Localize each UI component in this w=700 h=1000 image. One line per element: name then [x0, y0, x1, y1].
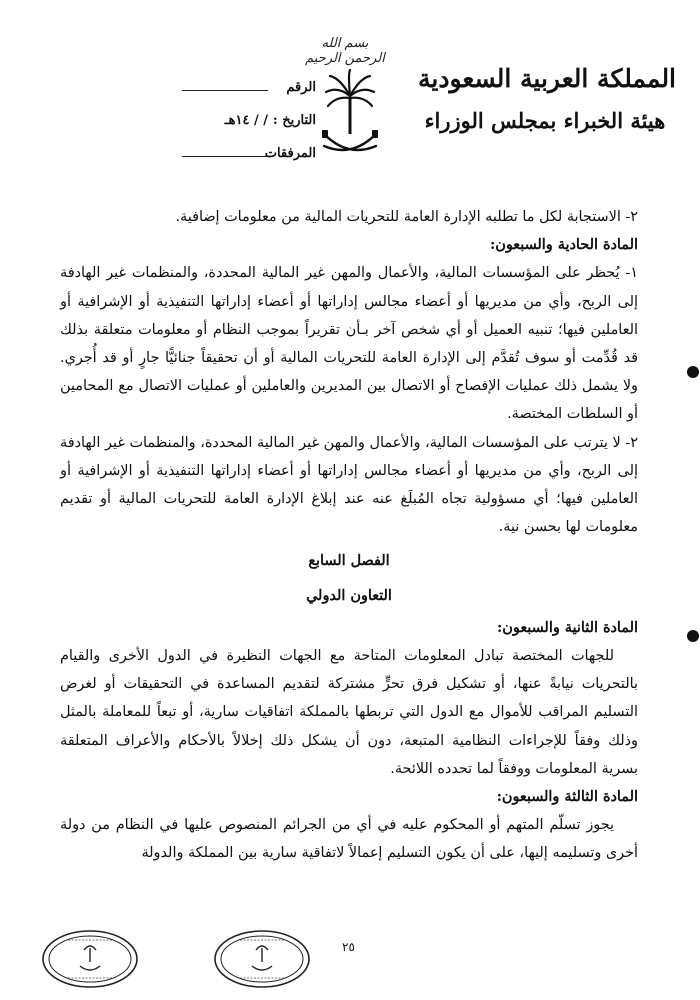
date-field	[176, 113, 316, 128]
bismillah: بسم الله الرحمن الرحيم	[305, 36, 385, 66]
authority-name: هيئة الخبراء بمجلس الوزراء	[424, 108, 666, 133]
paragraph: يجوز تسلّم المتهم أو المحكوم عليه في أي من الجرائم المنصوص عليها في النظام من دولة أخرى وتسليمه إليها، على أن يكون التسليم إعمالاً لاتفاقية سارية بين المملكة والدولة	[60, 817, 638, 862]
date-label: التاريخ :	[272, 113, 316, 128]
punch-hole-mark	[687, 366, 699, 378]
reference-line	[182, 80, 268, 91]
chapter-title: التعاون الدولي	[306, 586, 392, 604]
official-seal-icon	[212, 928, 312, 990]
list-item: ٢- لا يترتب على المؤسسات المالية، والأعمال والمهن غير المالية المحددة، والمنظمات غير الهادفة إلى الربح، وأي من مديريها أو أعضاء مجالس إداراتها أو أعضاء إداراتها التنفيذية أو الإشرافية أو العاملين فيها؛ أي مسؤولية تجاه المُبلَغ عنه عند إبلاغ الإدارة العامة للتحريات المالية أو تقديم معلومات لها بحسن نية.	[60, 434, 638, 536]
document-body	[60, 203, 638, 868]
page-number: ٢٥	[342, 940, 355, 954]
saudi-emblem-icon	[318, 68, 382, 168]
attachments-field	[176, 146, 316, 161]
attachments-line	[182, 146, 268, 157]
article-heading: المادة الثانية والسبعون:	[497, 618, 638, 636]
chapter-heading: الفصل السابع	[308, 552, 390, 570]
official-seal-icon	[40, 928, 140, 990]
reference-label: الرقم	[286, 80, 316, 95]
kingdom-name: المملكة العربية السعودية	[417, 64, 677, 93]
article-heading: المادة الحادية والسبعون:	[489, 236, 638, 254]
paragraph: ٢- الاستجابة لكل ما تطلبه الإدارة العامة للتحريات المالية من معلومات إضافية.	[175, 209, 638, 225]
attachments-label: المرفقات	[264, 146, 316, 161]
date-value: / / ١٤هـ	[224, 113, 268, 128]
paragraph: للجهات المختصة تبادل المعلومات المتاحة مع الجهات النظيرة في الدول الأخرى والقيام بالتحريات نيابةً عنها، أو تشكيل فرق تحرٍّ مشتركة لتقديم المساعدة في التحقيقات أو لغرض التسليم المراقب للأموال مع الدول التي تربطها بالمملكة اتفاقيات سارية، أو تبعاً للمعاملة بالمثل وذلك وفقاً للإجراءات النظامية المتبعة، دون أن يشكل ذلك إخلالاً بالأحكام والأعراف المتعلقة بسرية المعلومات ووفقاً لما تحدده اللائحة.	[60, 648, 638, 777]
article-heading: المادة الثالثة والسبعون:	[496, 788, 638, 806]
reference-field	[176, 80, 316, 95]
list-item: ١- يُحظر على المؤسسات المالية، والأعمال والمهن غير المالية المحددة، والمنظمات غير الهادفة إلى الربح، وأي من مديريها أو أعضاء مجالس إداراتها أو أعضاء إداراتها التنفيذية أو الإشرافية أو العاملين فيها؛ تنبيه العميل أو أي شخص آخر بـأن تقريراً بموجب النظام أو معلومات متعلقة بذلك قد قُدِّمت أو سوف تُقدَّم إلى الإدارة العامة للتحريات المالية أو أن تحقيقاً جنائيًّا جارٍ أو قد أُجري. ولا يشمل ذلك عمليات الإفصاح أو الاتصال بين المديرين والعاملين أو عمليات الاتصال مع المحامين أو السلطات المختصة.	[60, 265, 638, 423]
punch-hole-mark	[687, 630, 699, 642]
